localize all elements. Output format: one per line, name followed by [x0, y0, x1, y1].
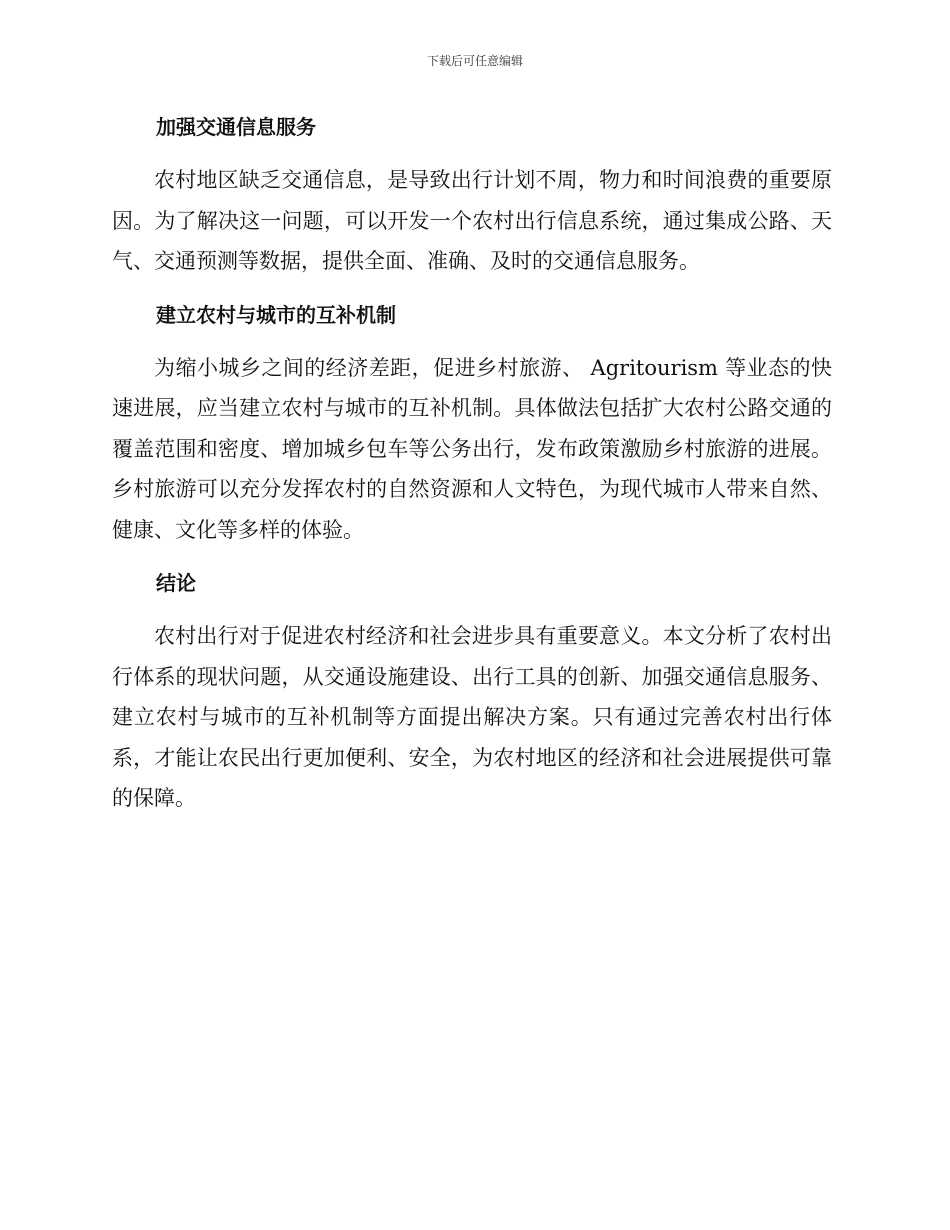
section-traffic-info: [112, 106, 832, 282]
section-heading: 结论: [156, 571, 196, 595]
section-heading: 建立农村与城市的互补机制: [156, 302, 396, 327]
section-heading: 加强交通信息服务: [156, 115, 316, 139]
section-paragraph: 农村地区缺乏交通信息，是导致出行计划不周，物力和时间浪费的重要原因。为了解决这一问题，可以开发一个农村出行信息系统，通过集成公路、天气、交通预测等数据，提供全面、准确、及时的交通信息服务。: [112, 168, 832, 273]
section-paragraph: 农村出行对于促进农村经济和社会进步具有重要意义。本文分析了农村出行体系的现状问题，从交通设施建设、出行工具的创新、加强交通信息服务、建立农村与城市的互补机制等方面提出解决方案。只有通过完善农村出行体系，才能让农民出行更加便利、安全，为农村地区的经济和社会进展提供可靠的保障。: [112, 624, 832, 810]
section-rural-urban-mechanism: [112, 294, 832, 551]
section-conclusion: [112, 562, 832, 819]
document-body: [112, 106, 832, 819]
page-header: 下载后可任意编辑: [426, 54, 523, 68]
section-paragraph: 为缩小城乡之间的经济差距，促进乡村旅游、 Agritourism 等业态的快速进展，应当建立农村与城市的互补机制。具体做法包括扩大农村公路交通的覆盖范围和密度、增加城乡包车等公务出行，发布政策激励乡村旅游的进展。乡村旅游可以充分发挥农村的自然资源和人文特色，为现代城市人带来自然、健康、文化等多样的体验。: [112, 355, 832, 542]
